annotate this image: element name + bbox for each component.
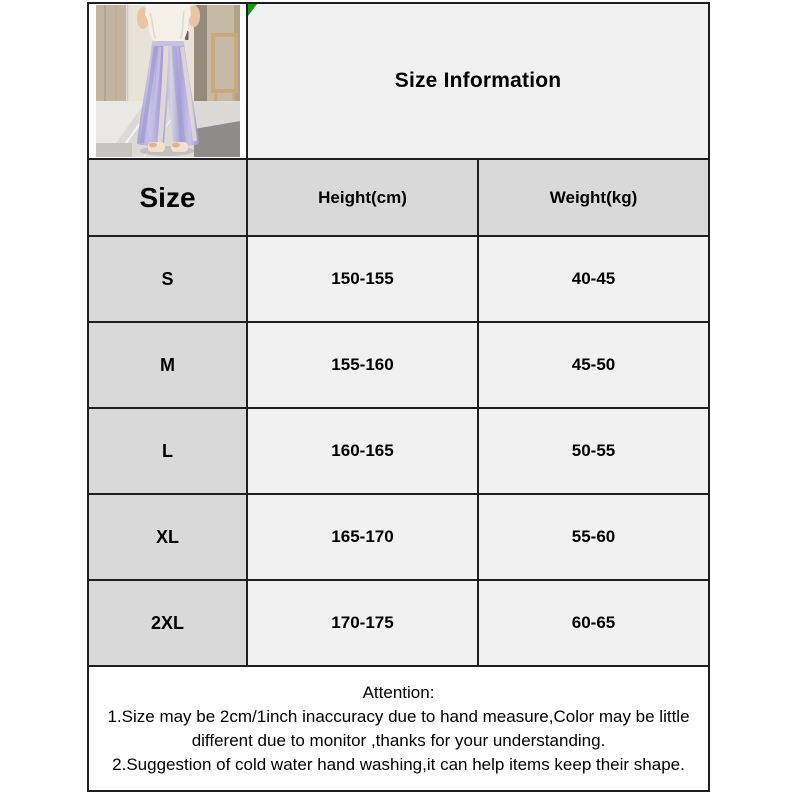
- attention-note: [88, 666, 709, 791]
- column-header-size: Size: [88, 159, 247, 236]
- table-row-s: [88, 236, 709, 322]
- weight-cell-xl: 55-60: [478, 494, 709, 580]
- height-cell-2xl: 170-175: [247, 580, 478, 666]
- table-row-2xl: [88, 580, 709, 666]
- weight-cell-2xl: 60-65: [478, 580, 709, 666]
- table-row-l: [88, 408, 709, 494]
- height-cell-m: 155-160: [247, 322, 478, 408]
- attention-line: 2.Suggestion of cold water hand washing,it can help items keep their shape.: [112, 754, 685, 774]
- weight-cell-l: 50-55: [478, 408, 709, 494]
- table-row-xl: [88, 494, 709, 580]
- height-cell-l: 160-165: [247, 408, 478, 494]
- cell-corner-flag-icon: [248, 4, 257, 16]
- size-table: [87, 2, 710, 792]
- page-title: Size Information: [394, 69, 562, 92]
- size-information-header-cell: [247, 3, 709, 159]
- product-photo-image: [96, 5, 240, 157]
- column-header-height: Height(cm): [247, 159, 478, 236]
- size-cell-l: L: [88, 408, 247, 494]
- weight-cell-m: 45-50: [478, 322, 709, 408]
- attention-line: 1.Size may be 2cm/1inch inaccuracy due to hand measure,Color may be little: [107, 706, 690, 726]
- weight-cell-s: 40-45: [478, 236, 709, 322]
- size-cell-s: S: [88, 236, 247, 322]
- column-header-weight: Weight(kg): [478, 159, 709, 236]
- table-row-m: [88, 322, 709, 408]
- size-cell-2xl: 2XL: [88, 580, 247, 666]
- attention-heading: Attention:: [362, 682, 435, 702]
- height-cell-s: 150-155: [247, 236, 478, 322]
- product-photo: [88, 3, 247, 159]
- size-cell-m: M: [88, 322, 247, 408]
- attention-line: different due to monitor ,thanks for your understanding.: [191, 730, 606, 750]
- height-cell-xl: 165-170: [247, 494, 478, 580]
- size-cell-xl: XL: [88, 494, 247, 580]
